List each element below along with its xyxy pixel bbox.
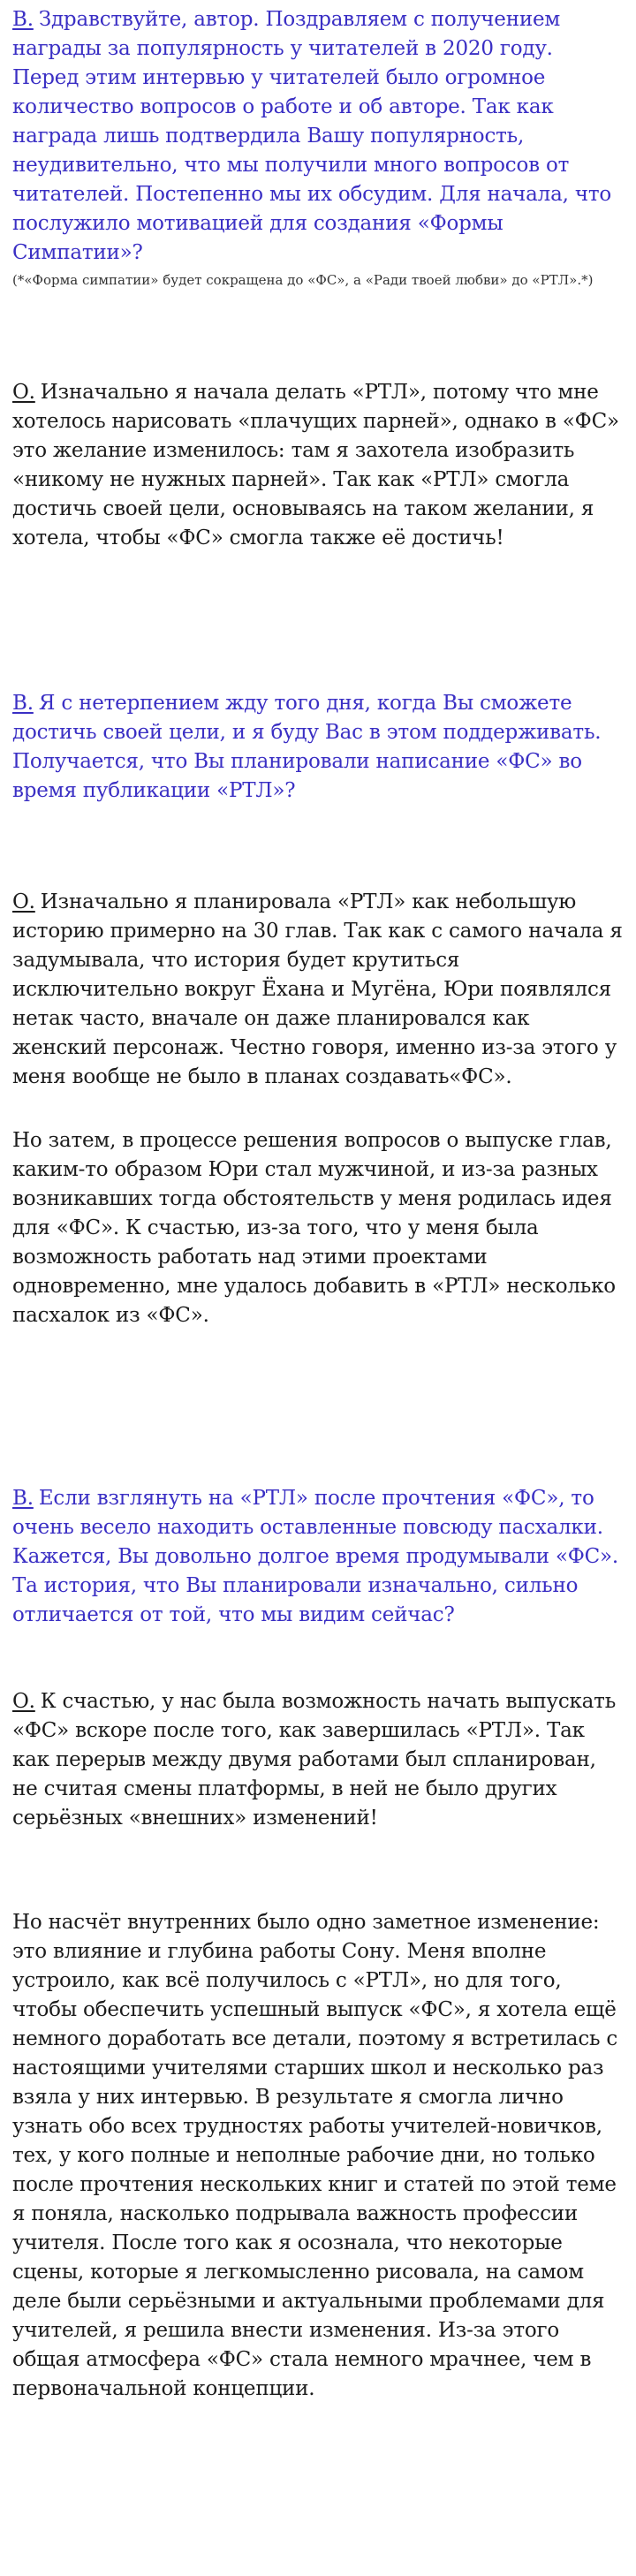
- answer-paragraph: [12, 378, 624, 553]
- question-paragraph: [12, 5, 624, 268]
- speaker-label: В.: [12, 692, 34, 715]
- question-block-2: [12, 689, 624, 806]
- answer-block-1: [12, 378, 624, 553]
- answer-block-2-continued: [12, 1126, 624, 1330]
- speaker-label: В.: [12, 8, 34, 31]
- question-block-3: [12, 1484, 624, 1630]
- speaker-label: В.: [12, 1487, 34, 1510]
- answer-text: Изначально я начала делать «РТЛ», потому что мне хотелось нарисовать «плачущих парней», однако в «ФС» это желание изменилось: там я захотела изобразить «никому не нужных парней». Так как «РТЛ» смогла достичь своей цели, основываясь на таком желании, я хотела, чтобы «ФС» смогла также её достичь!: [12, 381, 619, 549]
- abbreviation-note: (*«Форма симпатии» будет сокращена до «ФС», а «Ради твоей любви» до «РТЛ».*): [12, 272, 594, 288]
- answer-block-3-continued: [12, 1908, 624, 2404]
- speaker-label: О.: [12, 890, 35, 913]
- question-paragraph: [12, 1484, 624, 1630]
- answer-text: Изначально я планировала «РТЛ» как небольшую историю примерно на 30 глав. Так как с самого начала я задумывала, что история будет крутиться исключительно вокруг Ёхана и Мугёна, Юри появлялся нетак часто, вначале он даже планировался как женский персонаж. Честно говоря, именно из-за этого у меня вообще не было в планах создавать«ФС».: [12, 890, 623, 1088]
- answer-paragraph: Но насчёт внутренних было одно заметное изменение: это влияние и глубина работы Сону. Меня вполне устроило, как всё получилось с «РТЛ», но для того, чтобы обеспечить успешный выпуск «ФС», я хотела ещё немного доработать все детали, поэтому я встретилась с настоящими учителями старших школ и несколько раз взяла у них интервью. В результате я смогла лично узнать обо всех трудностях работы учителей-новичков, тех, у кого полные и неполные рабочие дни, но только после прочтения нескольких книг и статей по этой теме я поняла, насколько подрывала важность профессии учителя. После того как я осознала, что некоторые сцены, которые я легкомысленно рисовала, на самом деле были серьёзными и актуальными проблемами для учителей, я решила внести изменения. Из-за этого общая атмосфера «ФС» стала немного мрачнее, чем в первоначальной концепции.: [12, 1911, 618, 2400]
- answer-text: К счастью, у нас была возможность начать выпускать «ФС» вскоре после того, как завершилась «РТЛ». Так как перерыв между двумя работами был спланирован, не считая смены платформы, в ней не было других серьёзных «внешних» изменений!: [12, 1690, 617, 1830]
- question-paragraph: [12, 689, 624, 806]
- question-text: Здравствуйте, автор. Поздравляем с получением награды за популярность у читателей в 2020 году. Перед этим интервью у читателей было огромное количество вопросов о работе и об авторе. Так как награда лишь подтвердила Вашу популярность, неудивительно, что мы получили много вопросов от читателей. Постепенно мы их обсудим. Для начала, что послужило мотивацией для создания «Формы Симпатии»?: [12, 8, 612, 264]
- answer-paragraph: [12, 888, 624, 1092]
- question-text: Если взглянуть на «РТЛ» после прочтения «ФС», то очень весело находить оставленные повсюду пасхалки. Кажется, Вы довольно долгое время продумывали «ФС». Та история, что Вы планировали изначально, сильно отличается от той, что мы видим сейчас?: [12, 1487, 619, 1626]
- speaker-label: О.: [12, 381, 35, 404]
- answer-paragraph: Но затем, в процессе решения вопросов о выпуске глав, каким-то образом Юри стал мужчиной, и из-за разных возникавших тогда обстоятельств у меня родилась идея для «ФС». К счастью, из-за того, что у меня была возможность работать над этими проектами одновременно, мне удалось добавить в «РТЛ» несколько пасхалок из «ФС».: [12, 1129, 616, 1327]
- question-block-1: [12, 5, 624, 289]
- answer-block-2: [12, 888, 624, 1092]
- answer-block-3: [12, 1687, 624, 1833]
- question-text: Я с нетерпением жду того дня, когда Вы сможете достичь своей цели, и я буду Вас в этом поддерживать. Получается, что Вы планировали написание «ФС» во время публикации «РТЛ»?: [12, 692, 602, 802]
- answer-paragraph: [12, 1687, 624, 1833]
- speaker-label: О.: [12, 1690, 35, 1713]
